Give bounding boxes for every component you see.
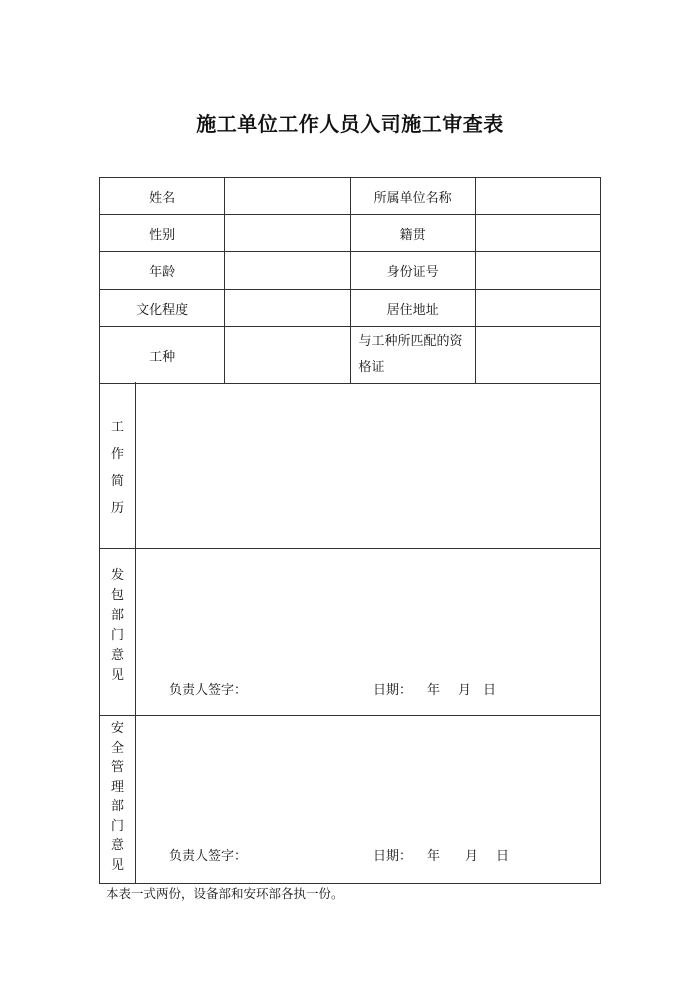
certificate-field[interactable] bbox=[475, 327, 600, 384]
day-label: 日 bbox=[483, 683, 497, 698]
education-label: 文化程度 bbox=[100, 290, 225, 327]
label-char: 历 bbox=[110, 501, 124, 516]
age-label: 年龄 bbox=[100, 252, 225, 290]
work-history-section bbox=[99, 382, 601, 549]
label-char: 部 bbox=[110, 799, 124, 814]
trade-field[interactable] bbox=[225, 327, 350, 384]
address-field[interactable] bbox=[475, 290, 600, 327]
date-label: 日期： bbox=[373, 683, 413, 698]
label-char: 管 bbox=[110, 760, 124, 775]
label-char: 见 bbox=[110, 857, 124, 873]
safety-dept-label bbox=[100, 716, 136, 883]
page-title: 施工单位工作人员入司施工审查表 bbox=[196, 112, 504, 136]
gender-label: 性别 bbox=[100, 215, 225, 252]
label-char: 包 bbox=[110, 588, 124, 603]
unit-label: 所属单位名称 bbox=[350, 178, 475, 215]
native-place-label: 籍贯 bbox=[350, 215, 475, 252]
address-label: 居住地址 bbox=[350, 290, 475, 327]
contract-dept-section bbox=[99, 548, 601, 716]
label-char: 作 bbox=[110, 447, 124, 462]
label-char: 工 bbox=[110, 420, 124, 435]
month-label: 月 bbox=[465, 849, 479, 864]
education-field[interactable] bbox=[225, 290, 350, 327]
date-label: 日期： bbox=[373, 849, 413, 864]
gender-field[interactable] bbox=[225, 215, 350, 252]
label-char: 门 bbox=[110, 818, 124, 834]
work-history-label bbox=[100, 382, 136, 548]
personal-info-table bbox=[99, 177, 601, 384]
native-place-field[interactable] bbox=[475, 215, 600, 252]
contract-dept-opinion-field[interactable] bbox=[137, 549, 600, 685]
certificate-label: 与工种所匹配的资格证 bbox=[350, 327, 475, 384]
safety-dept-opinion-field[interactable] bbox=[137, 716, 600, 853]
label-char: 安 bbox=[110, 721, 124, 736]
age-field[interactable] bbox=[225, 252, 350, 290]
name-label: 姓名 bbox=[100, 178, 225, 215]
label-char: 门 bbox=[110, 628, 124, 643]
label-char: 简 bbox=[110, 474, 124, 489]
signer-label: 负责人签字： bbox=[169, 849, 248, 864]
work-history-field[interactable] bbox=[137, 382, 600, 548]
label-char: 意 bbox=[110, 838, 124, 853]
label-char: 理 bbox=[110, 779, 124, 795]
year-label: 年 bbox=[427, 849, 441, 864]
name-field[interactable] bbox=[225, 178, 350, 215]
label-char: 见 bbox=[110, 668, 124, 683]
month-label: 月 bbox=[458, 683, 472, 698]
year-label: 年 bbox=[427, 683, 441, 698]
label-char: 发 bbox=[110, 568, 124, 583]
trade-label: 工种 bbox=[100, 327, 225, 384]
label-char: 全 bbox=[110, 740, 124, 756]
safety-dept-section bbox=[99, 716, 601, 884]
unit-field[interactable] bbox=[475, 178, 600, 215]
footnote: 本表一式两份，设备部和安环部各执一份。 bbox=[106, 886, 344, 901]
id-number-label: 身份证号 bbox=[350, 252, 475, 290]
label-char: 意 bbox=[110, 648, 124, 663]
id-number-field[interactable] bbox=[475, 252, 600, 290]
day-label: 日 bbox=[496, 849, 510, 864]
contract-dept-label bbox=[100, 549, 136, 715]
signer-label: 负责人签字： bbox=[169, 683, 248, 698]
label-char: 部 bbox=[110, 608, 124, 623]
